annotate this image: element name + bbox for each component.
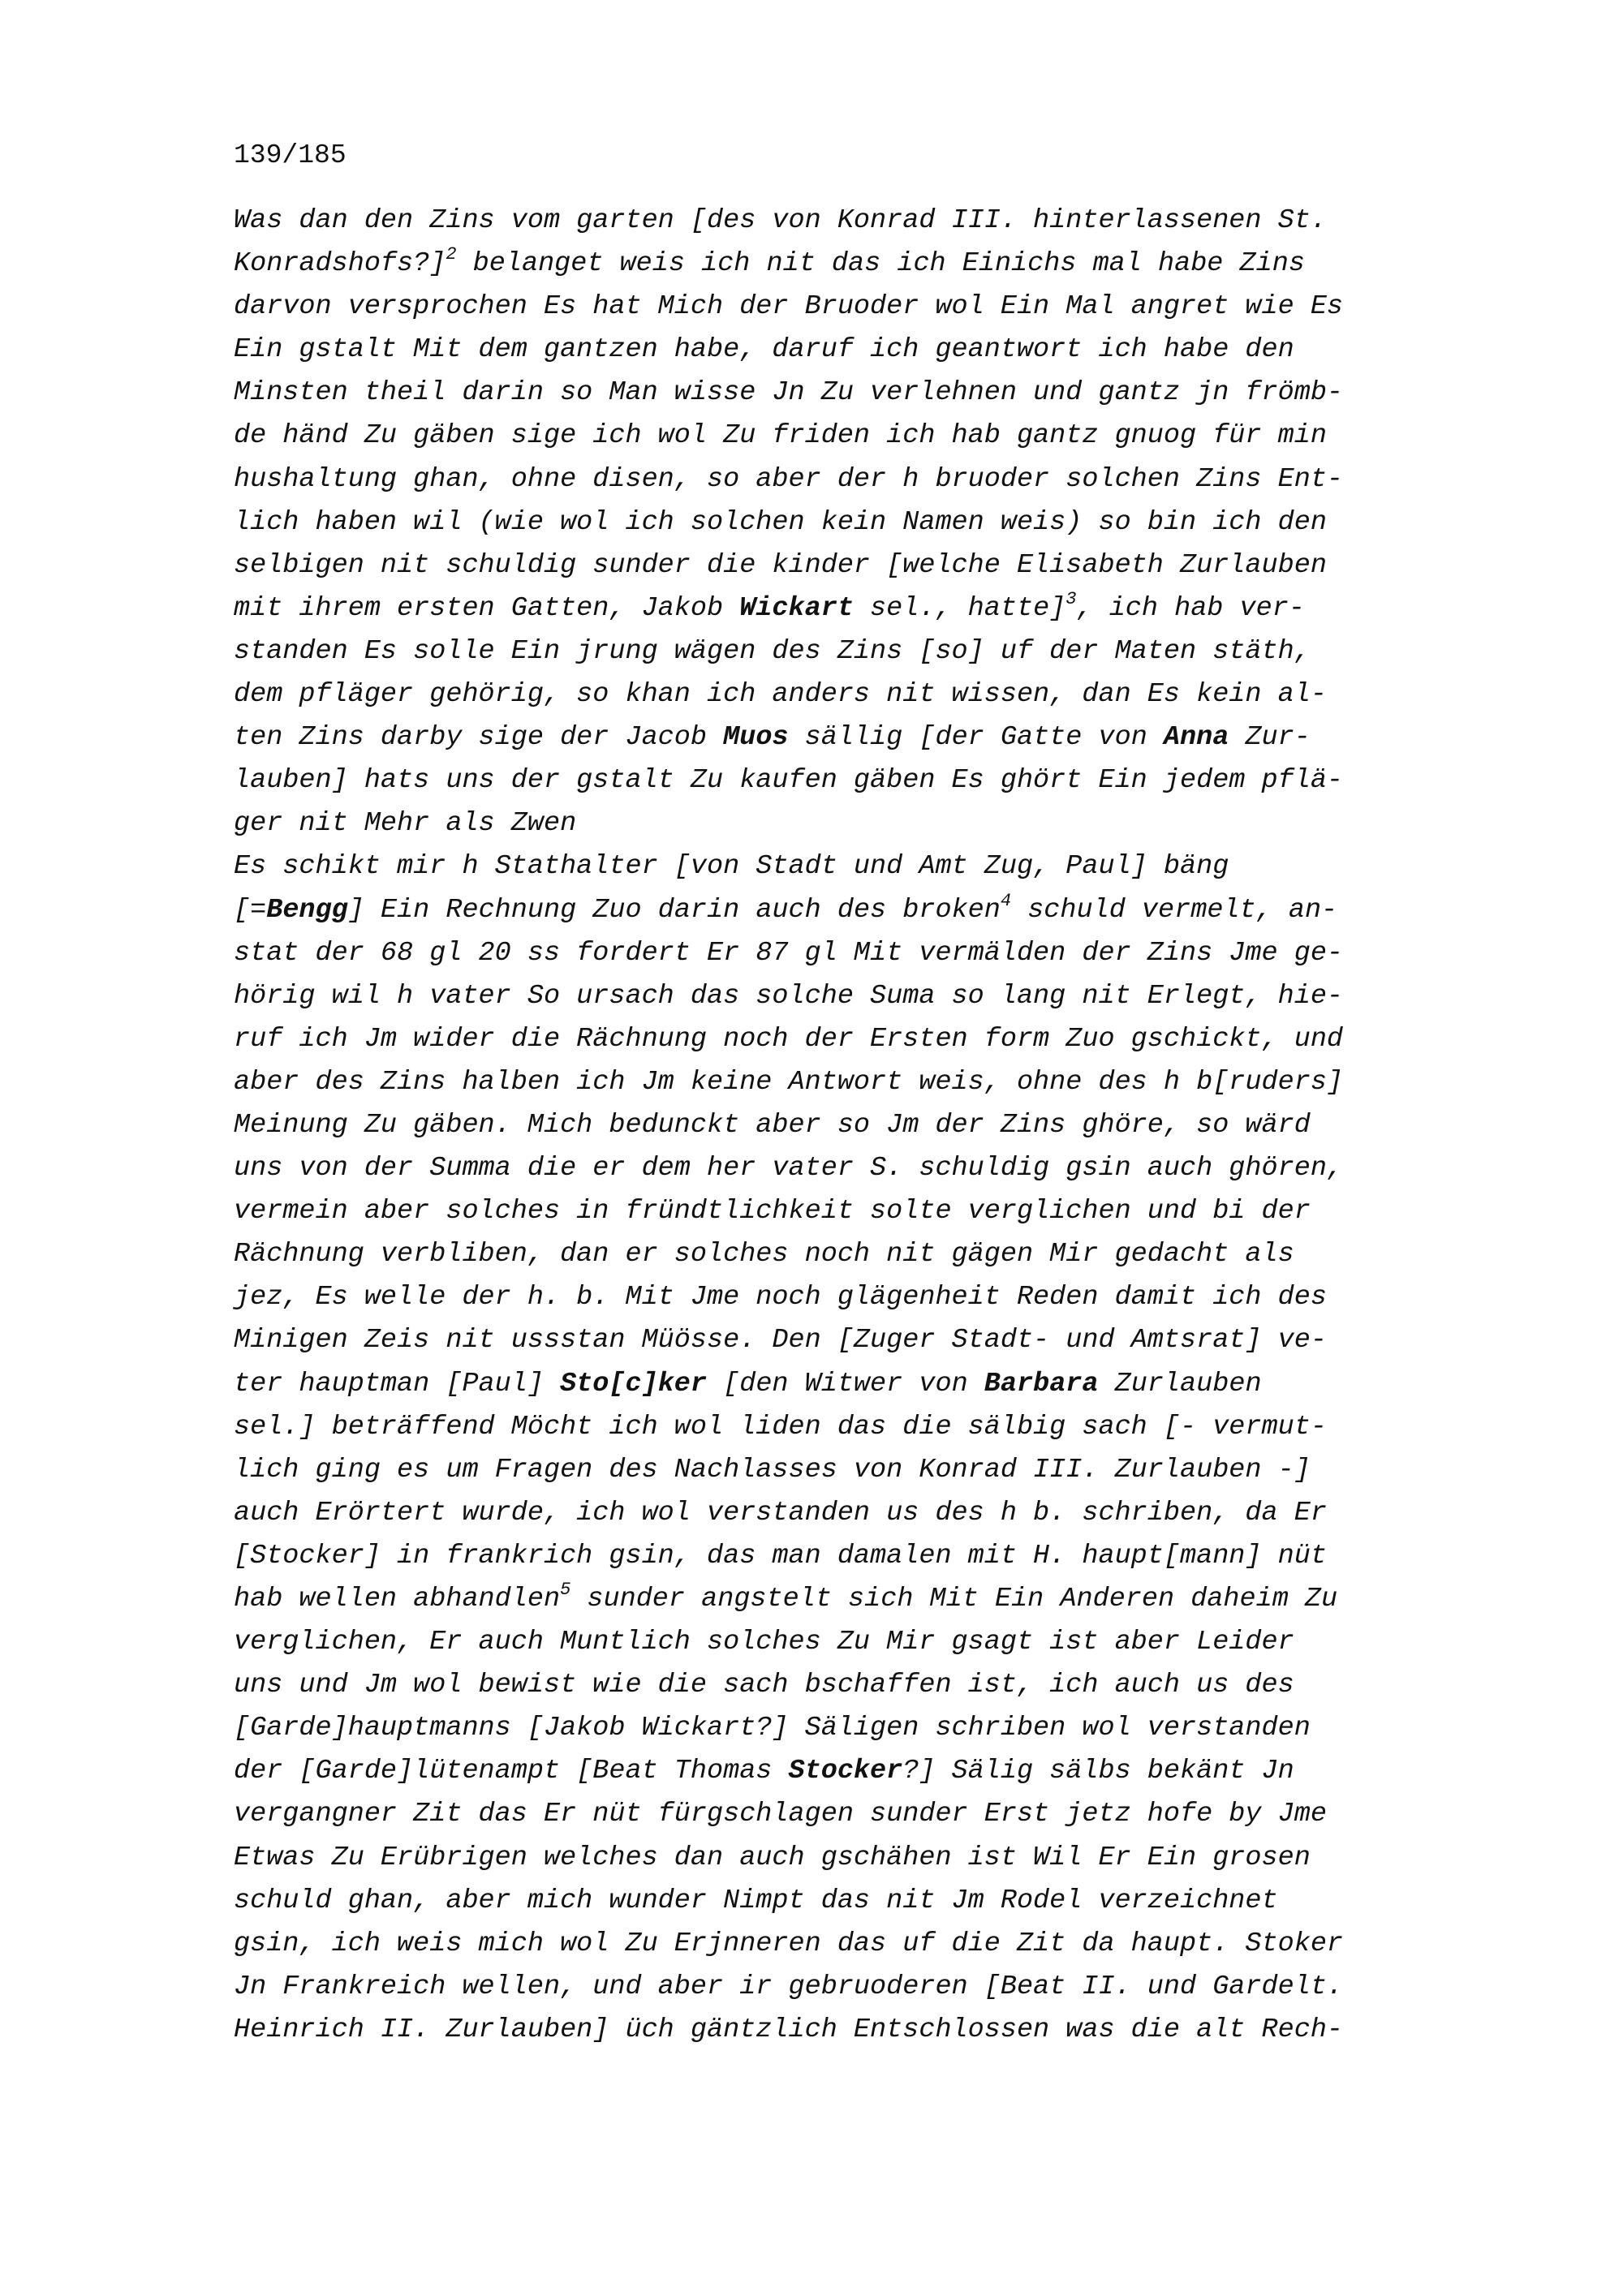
text-line <box>234 286 1467 329</box>
text-segment: ruf ich Jm wider die Rächnung noch der Ersten form Zuo gschickt, und <box>234 1023 1344 1055</box>
text-segment: , ich hab ver- <box>1076 592 1305 624</box>
text-line <box>234 587 1467 630</box>
text-segment: Es schikt mir h Stathalter [von Stadt und Amt Zug, Paul] bäng <box>234 851 1229 883</box>
text-segment: ] Ein Rechnung Zuo darin auch des broken <box>347 894 1001 926</box>
text-line <box>234 200 1467 243</box>
highlighted-name: Barbara <box>984 1368 1099 1400</box>
text-line <box>234 1276 1467 1319</box>
text-line <box>234 802 1467 845</box>
text-line <box>234 1923 1467 1966</box>
text-line <box>234 458 1467 501</box>
text-line <box>234 372 1467 415</box>
text-line <box>234 1449 1467 1492</box>
text-line <box>234 544 1467 587</box>
text-segment: [= <box>234 894 267 926</box>
text-segment: auch Erörtert wurde, ich wol verstanden us des h b. schriben, da Er <box>234 1497 1327 1529</box>
text-line <box>234 630 1467 673</box>
text-line <box>234 1492 1467 1535</box>
text-line <box>234 759 1467 802</box>
text-line <box>234 1190 1467 1233</box>
text-line <box>234 1707 1467 1750</box>
text-line <box>234 1233 1467 1276</box>
text-segment: lich ging es um Fragen des Nachlasses von Konrad III. Zurlauben -] <box>234 1454 1311 1486</box>
text-segment: hab wellen abhandlen <box>234 1584 561 1615</box>
text-segment: sällig [der Gatte von <box>788 722 1164 754</box>
text-line <box>234 1793 1467 1836</box>
text-segment: Zur- <box>1229 722 1311 754</box>
text-segment: ?] Sälig sälbs bekänt Jn <box>902 1756 1294 1787</box>
text-segment: lauben] hats uns der gstalt Zu kaufen gäben Es ghört Ein jedem pflä- <box>234 765 1344 797</box>
text-line <box>234 501 1467 544</box>
text-segment: vermein aber solches in fründtlichkeit solte verglichen und bi der <box>234 1196 1311 1228</box>
transcription-text <box>234 200 1467 2052</box>
text-line <box>234 1061 1467 1104</box>
text-segment: de händ Zu gäben sige ich wol Zu friden ich hab gantz gnuog für min <box>234 420 1327 452</box>
text-segment: [den Witwer von <box>707 1368 984 1400</box>
text-segment: [Garde]hauptmanns [Jakob Wickart?] Säligen schriben wol verstanden <box>234 1713 1311 1744</box>
text-line <box>234 329 1467 372</box>
text-line <box>234 845 1467 888</box>
highlighted-name: Wickart <box>739 592 854 624</box>
text-segment: sunder angstelt sich Mit Ein Anderen daheim Zu <box>570 1584 1338 1615</box>
text-segment: hörig wil h vater So ursach das solche Suma so lang nit Erlegt, hie- <box>234 980 1344 1012</box>
text-line <box>234 1966 1467 2009</box>
text-segment: schuld vermelt, an- <box>1011 894 1338 926</box>
footnote-marker: 5 <box>560 1580 571 1600</box>
text-segment: uns und Jm wol bewist wie die sach bschaffen ist, ich auch us des <box>234 1670 1294 1701</box>
text-segment: vergangner Zit das Er nüt fürgschlagen sunder Erst jetz hofe by Jme <box>234 1799 1327 1830</box>
text-line <box>234 1406 1467 1449</box>
text-segment: belanget weis ich nit das ich Einichs mal habe Zins <box>456 248 1305 280</box>
text-segment: Minigen Zeis nit ussstan Müösse. Den [Zuger Stadt- und Amtsrat] ve- <box>234 1325 1327 1357</box>
highlighted-name: Muos <box>723 722 789 754</box>
text-segment: darvon versprochen Es hat Mich der Bruoder wol Ein Mal angret wie Es <box>234 291 1344 323</box>
footnote-marker: 2 <box>446 244 457 265</box>
text-segment: standen Es solle Ein jrung wägen des Zins [so] uf der Maten stäth, <box>234 635 1311 667</box>
text-line <box>234 1664 1467 1707</box>
text-segment: gsin, ich weis mich wol Zu Erjnneren das uf die Zit da haupt. Stoker <box>234 1928 1344 1959</box>
text-segment: [Stocker] in frankrich gsin, das man damalen mit H. haupt[mann] nüt <box>234 1540 1327 1572</box>
text-line <box>234 975 1467 1018</box>
text-segment: verglichen, Er auch Muntlich solches Zu Mir gsagt ist aber Leider <box>234 1627 1294 1658</box>
text-line <box>234 1621 1467 1664</box>
highlighted-name: Bengg <box>266 894 348 926</box>
text-segment: Konradshofs?] <box>234 248 446 280</box>
text-line <box>234 716 1467 759</box>
footnote-marker: 4 <box>1000 890 1012 911</box>
highlighted-name: Stocker <box>788 1756 903 1787</box>
footnote-marker: 3 <box>1065 588 1077 609</box>
text-segment: Ein gstalt Mit dem gantzen habe, daruf ich geantwort ich habe den <box>234 334 1294 366</box>
text-segment: sel.] beträffend Möcht ich wol liden das die sälbig sach [- vermut- <box>234 1411 1327 1443</box>
highlighted-name: Sto[c]ker <box>560 1368 708 1400</box>
text-line <box>234 415 1467 458</box>
text-segment: schuld ghan, aber mich wunder Nimpt das nit Jm Rodel verzeichnet <box>234 1885 1278 1916</box>
text-line <box>234 889 1467 932</box>
text-segment: stat der 68 gl 20 ss fordert Er 87 gl Mit vermälden der Zins Jme ge- <box>234 937 1344 969</box>
text-line <box>234 1319 1467 1362</box>
text-segment: Heinrich II. Zurlauben] üch gäntzlich Entschlossen was die alt Rech- <box>234 2014 1344 2045</box>
text-line <box>234 2009 1467 2052</box>
text-segment: selbigen nit schuldig sunder die kinder [welche Elisabeth Zurlauben <box>234 549 1327 581</box>
text-segment: hushaltung ghan, ohne disen, so aber der h bruoder solchen Zins Ent- <box>234 463 1344 495</box>
text-segment: ter hauptman [Paul] <box>234 1368 561 1400</box>
text-line <box>234 243 1467 286</box>
text-segment: sel., hatte] <box>853 592 1066 624</box>
text-segment: Minsten theil darin so Man wisse Jn Zu verlehnen und gantz jn frömb- <box>234 377 1344 409</box>
text-line <box>234 1535 1467 1578</box>
text-segment: Jn Frankreich wellen, und aber ir gebruoderen [Beat II. und Gardelt. <box>234 1971 1344 2002</box>
text-line <box>234 1837 1467 1880</box>
text-segment: aber des Zins halben ich Jm keine Antwort weis, ohne des h b[ruders] <box>234 1066 1344 1098</box>
text-segment: lich haben wil (wie wol ich solchen kein Namen weis) so bin ich den <box>234 506 1327 538</box>
text-segment: Etwas Zu Erübrigen welches dan auch gschähen ist Wil Er Ein grosen <box>234 1842 1311 1873</box>
text-segment: der [Garde]lütenampt [Beat Thomas <box>234 1756 789 1787</box>
text-segment: ger nit Mehr als Zwen <box>234 808 577 840</box>
text-line <box>234 673 1467 716</box>
page-number: 139/185 <box>234 140 347 170</box>
text-line <box>234 932 1467 975</box>
text-segment: ten Zins darby sige der Jacob <box>234 722 724 754</box>
text-line <box>234 1363 1467 1406</box>
text-segment: mit ihrem ersten Gatten, Jakob <box>234 592 740 624</box>
text-line <box>234 1750 1467 1793</box>
text-segment: Was dan den Zins vom garten [des von Konrad III. hinterlassenen St. <box>234 205 1327 236</box>
text-segment: uns von der Summa die er dem her vater S. schuldig gsin auch ghören, <box>234 1153 1344 1185</box>
highlighted-name: Anna <box>1163 722 1229 754</box>
text-line <box>234 1104 1467 1147</box>
text-line <box>234 1147 1467 1190</box>
text-segment: dem pfläger gehörig, so khan ich anders nit wissen, dan Es kein al- <box>234 679 1327 711</box>
text-line <box>234 1880 1467 1923</box>
text-segment: Zurlauben <box>1098 1368 1262 1400</box>
text-line <box>234 1578 1467 1621</box>
text-segment: Meinung Zu gäben. Mich bedunckt aber so Jm der Zins ghöre, so wärd <box>234 1109 1311 1141</box>
text-segment: Rächnung verbliben, dan er solches noch nit gägen Mir gedacht als <box>234 1239 1294 1271</box>
text-line <box>234 1018 1467 1061</box>
text-segment: jez, Es welle der h. b. Mit Jme noch glägenheit Reden damit ich des <box>234 1282 1327 1314</box>
